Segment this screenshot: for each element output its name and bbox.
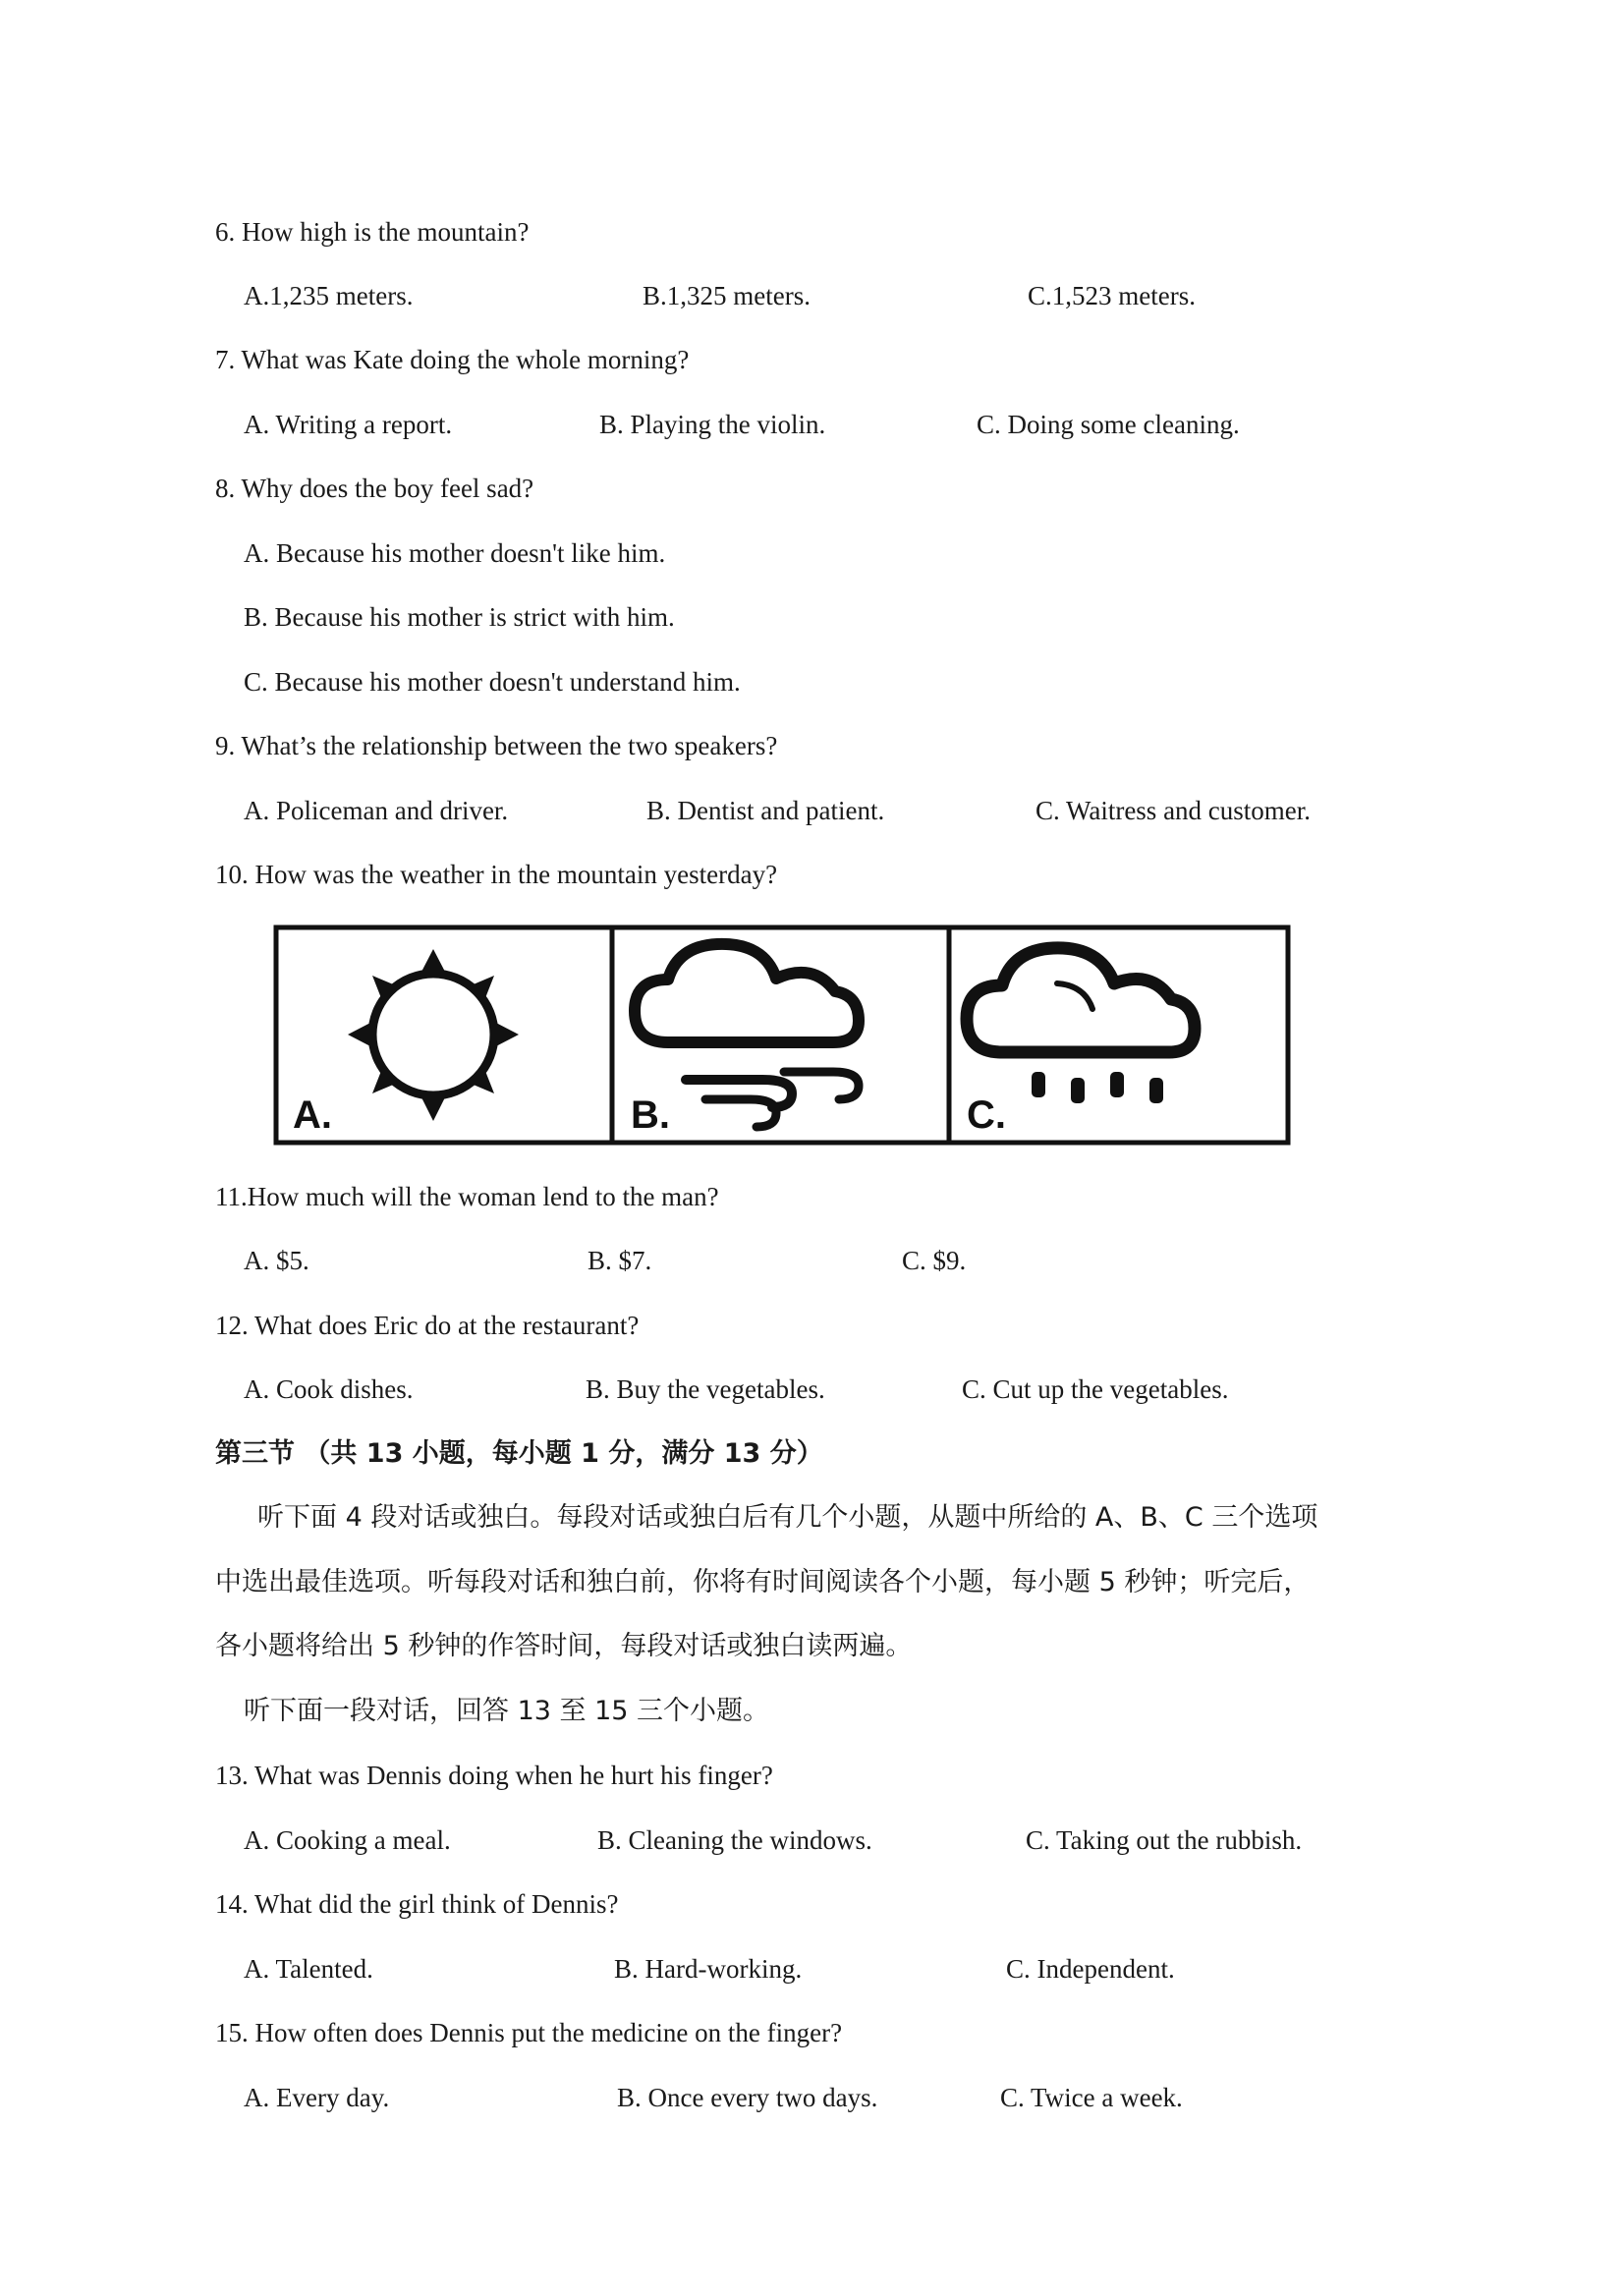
q8-option-b: B. Because his mother is strict with him. [244, 602, 675, 632]
q9-option-b: B. Dentist and patient. [646, 796, 885, 825]
q11-option-b: B. $7. [588, 1246, 652, 1275]
section-3-instructions-line-2: 中选出最佳选项。听每段对话和独白前，你将有时间阅读各个小题，每小题 5 秒钟；听完后， [215, 1567, 1311, 1597]
cloud-rain-icon [967, 948, 1195, 1103]
section-3-instructions-line-1: 听下面 4 段对话或独白。每段对话或独白后有几个小题，从题中所给的 A、B、C 三个选项 [257, 1502, 1318, 1533]
q12-option-a: A. Cook dishes. [244, 1374, 414, 1404]
question-9: 9. What’s the relationship between the two speakers? [215, 731, 778, 760]
weather-label-a: A. [293, 1093, 332, 1137]
q8-option-c: C. Because his mother doesn't understand him. [244, 667, 741, 697]
q14-option-b: B. Hard-working. [614, 1954, 803, 1984]
q9-option-a: A. Policeman and driver. [244, 796, 509, 825]
q11-option-a: A. $5. [244, 1246, 309, 1275]
q12-option-c: C. Cut up the vegetables. [962, 1374, 1229, 1404]
question-12: 12. What does Eric do at the restaurant? [215, 1311, 640, 1340]
question-10: 10. How was the weather in the mountain yesterday? [215, 860, 778, 889]
question-6: 6. How high is the mountain? [215, 217, 530, 247]
question-8: 8. Why does the boy feel sad? [215, 474, 534, 503]
question-15: 15. How often does Dennis put the medicine on the finger? [215, 2018, 843, 2047]
section-3-sub-intro: 听下面一段对话，回答 13 至 15 三个小题。 [244, 1696, 770, 1726]
q8-option-a: A. Because his mother doesn't like him. [244, 538, 666, 568]
q13-option-b: B. Cleaning the windows. [597, 1825, 872, 1855]
section-3-instructions-line-3: 各小题将给出 5 秒钟的作答时间，每段对话或独白读两遍。 [215, 1631, 913, 1661]
question-13: 13. What was Dennis doing when he hurt his finger? [215, 1761, 773, 1790]
question-7: 7. What was Kate doing the whole morning? [215, 345, 690, 374]
weather-label-c: C. [967, 1093, 1006, 1137]
q14-option-c: C. Independent. [1006, 1954, 1175, 1984]
q9-option-c: C. Waitress and customer. [1035, 796, 1312, 825]
q12-option-b: B. Buy the vegetables. [586, 1374, 825, 1404]
q7-option-c: C. Doing some cleaning. [977, 410, 1240, 439]
q15-option-b: B. Once every two days. [617, 2083, 878, 2112]
q6-option-a: A.1,235 meters. [244, 281, 414, 310]
q6-option-c: C.1,523 meters. [1028, 281, 1196, 310]
q7-option-a: A. Writing a report. [244, 410, 453, 439]
q13-option-a: A. Cooking a meal. [244, 1825, 451, 1855]
question-11: 11.How much will the woman lend to the man? [215, 1182, 719, 1211]
q15-option-c: C. Twice a week. [1000, 2083, 1183, 2112]
section-3-heading: 第三节 （共 13 小题，每小题 1 分，满分 13 分） [215, 1438, 823, 1469]
q14-option-a: A. Talented. [244, 1954, 373, 1984]
q11-option-c: C. $9. [902, 1246, 967, 1275]
weather-options-figure [273, 924, 1291, 1146]
q15-option-a: A. Every day. [244, 2083, 390, 2112]
q7-option-b: B. Playing the violin. [599, 410, 826, 439]
q6-option-b: B.1,325 meters. [643, 281, 811, 310]
q13-option-c: C. Taking out the rubbish. [1026, 1825, 1303, 1855]
sun-icon [348, 949, 519, 1121]
question-14: 14. What did the girl think of Dennis? [215, 1889, 619, 1919]
weather-label-b: B. [631, 1093, 670, 1137]
